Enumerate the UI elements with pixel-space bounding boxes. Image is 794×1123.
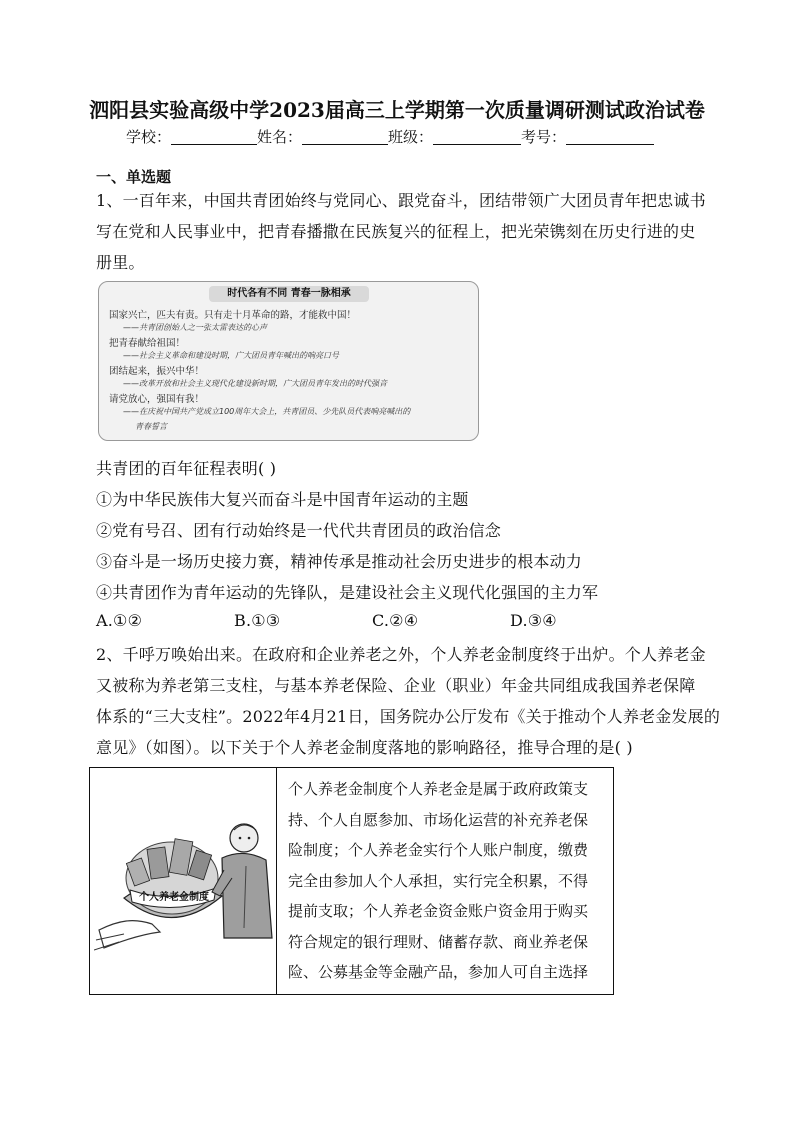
class-label: 班级： <box>388 128 434 146</box>
pension-illustration <box>94 808 274 958</box>
q1-line-3: 册里。 <box>96 253 145 272</box>
poster-banner: 时代各有不同 青春一脉相承 <box>209 286 369 302</box>
q1-statement-1: ①为中华民族伟大复兴而奋斗是中国青年运动的主题 <box>96 490 469 509</box>
q1-option-b[interactable]: B.①③ <box>234 611 281 630</box>
q1-line-1: 1、一百年来，中国共青团始终与党同心、跟党奋斗，团结带领广大团员青年把忠诚书 <box>96 191 706 210</box>
q1-line-2: 写在党和人民事业中，把青春播撒在民族复兴的征程上，把光荣镌刻在历史行进的史 <box>96 222 696 241</box>
table-line: 持、个人自愿参加、市场化运营的补充养老保 <box>288 810 589 829</box>
q2-line-1: 2、千呼万唤始出来。在政府和企业养老之外，个人养老金制度终于出炉。个人养老金 <box>96 645 706 664</box>
poster-item: 团结起来，振兴中华！ <box>109 366 205 377</box>
poster-item: ——社会主义革命和建设时期，广大团员青年喊出的响亮口号 <box>123 351 339 360</box>
poster-item: 国家兴亡，匹夫有责。只有走十月革命的路，才能救中国！ <box>109 310 357 321</box>
poster-item: ——改革开放和社会主义现代化建设新时期，广大团员青年发出的时代强音 <box>123 379 387 388</box>
q2-line-4: 意见》（如图）。以下关于个人养老金制度落地的影响路径，推导合理的是( ) <box>96 738 633 757</box>
poster-item: 青春誓言 <box>135 422 167 431</box>
school-blank <box>171 130 257 145</box>
table-line: 完全由参加人个人承担，实行完全积累，不得 <box>288 871 589 890</box>
q1-option-a[interactable]: A.①② <box>96 611 143 630</box>
exam-title: 泗阳县实验高级中学2023届高三上学期第一次质量调研测试政治试卷 <box>89 98 705 122</box>
q1-statement-4: ④共青团作为青年运动的先锋队，是建设社会主义现代化强国的主力军 <box>96 583 599 602</box>
table-line: 险制度；个人养老金实行个人账户制度，缴费 <box>288 841 589 859</box>
poster-item: ——共青团创始人之一张太雷表达的心声 <box>123 323 267 332</box>
pension-info-table <box>89 767 614 995</box>
q2-line-3: 体系的“三大支柱”。2022年4月21日，国务院办公厅发布《关于推动个人养老金发展的 <box>96 707 721 726</box>
q1-stem: 共青团的百年征程表明( ) <box>96 459 277 478</box>
q2-line-2: 又被称为养老第三支柱，与基本养老保险、企业（职业）年金共同组成我国养老保障 <box>96 676 696 695</box>
table-line: 险、公募基金等金融产品，参加人可自主选择 <box>288 963 589 981</box>
poster-item: 请党放心，强国有我！ <box>109 394 205 405</box>
name-blank <box>302 130 388 145</box>
section-heading: 一、单选题 <box>96 168 172 186</box>
table-divider <box>276 768 277 994</box>
q1-statement-2: ②党有号召、团有行动始终是一代代共青团员的政治信念 <box>96 521 502 540</box>
q1-statement-3: ③奋斗是一场历史接力赛，精神传承是推动社会历史进步的根本动力 <box>96 552 583 571</box>
q1-option-c[interactable]: C.②④ <box>372 611 419 630</box>
q1-options <box>96 611 557 630</box>
exam-no-blank <box>566 130 654 145</box>
class-blank <box>433 130 521 145</box>
name-label: 姓名： <box>257 128 303 146</box>
illustration-label: 个人养老金制度 <box>139 892 209 903</box>
table-line: 个人养老金制度个人养老金是属于政府政策支 <box>288 780 589 798</box>
poster-item: ——在庆祝中国共产党成立100周年大会上，共青团员、少先队员代表响亮喊出的 <box>123 407 411 416</box>
student-info-row <box>126 126 654 147</box>
pension-description <box>288 774 606 988</box>
table-line: 提前支取；个人养老金资金账户资金用于购买 <box>288 902 589 920</box>
poster-item: 把青春献给祖国！ <box>109 338 186 349</box>
exam-no-label: 考号： <box>521 128 567 146</box>
q1-option-d[interactable]: D.③④ <box>510 611 557 630</box>
table-line: 符合规定的银行理财、储蓄存款、商业养老保 <box>288 932 589 951</box>
youth-poster-image <box>98 281 479 441</box>
school-label: 学校： <box>126 128 172 146</box>
